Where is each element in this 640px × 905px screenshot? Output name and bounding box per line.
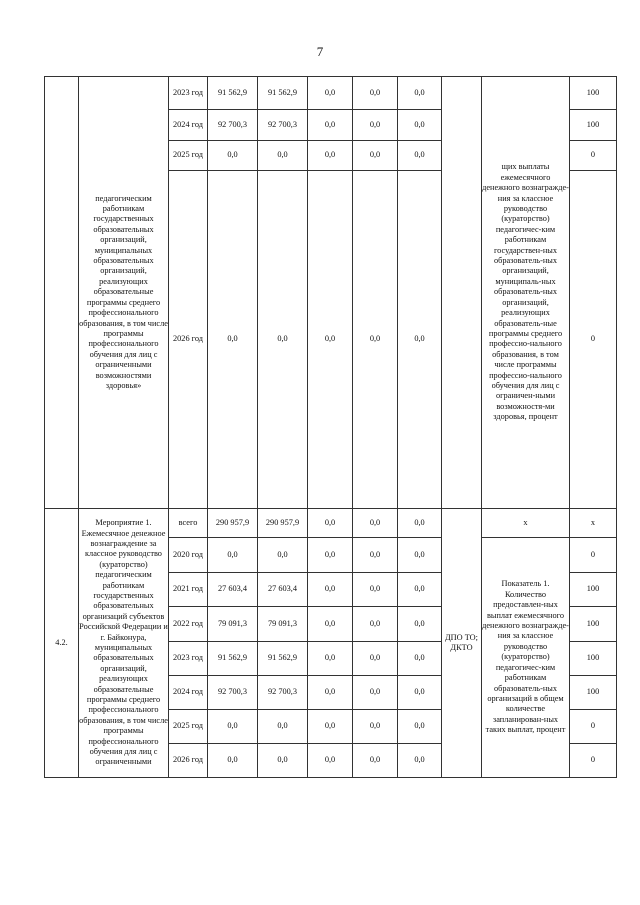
budget-cell: 0,0	[353, 171, 398, 509]
federal-cell: 92 700,3	[258, 676, 308, 710]
indicator-value: 100	[570, 642, 617, 676]
total-cell: 290 957,9	[208, 509, 258, 538]
budget-cell: 0,0	[398, 509, 442, 538]
budget-cell: 0,0	[308, 110, 353, 141]
indicator-value: 0	[570, 171, 617, 509]
total-cell: 91 562,9	[208, 642, 258, 676]
year-cell: 2023 год	[169, 77, 208, 110]
year-cell: 2024 год	[169, 110, 208, 141]
year-cell: 2025 год	[169, 141, 208, 171]
number-cell	[45, 77, 79, 509]
budget-cell: 0,0	[398, 171, 442, 509]
budget-cell: 0,0	[353, 110, 398, 141]
total-cell: 0,0	[208, 744, 258, 778]
budget-cell: 0,0	[353, 509, 398, 538]
federal-cell: 0,0	[258, 710, 308, 744]
year-cell: 2021 год	[169, 573, 208, 607]
total-cell: 0,0	[208, 710, 258, 744]
executor-cell: ДПО ТО; ДКТО	[442, 509, 482, 778]
federal-cell: 27 603,4	[258, 573, 308, 607]
budget-cell: 0,0	[353, 77, 398, 110]
total-cell: 27 603,4	[208, 573, 258, 607]
budget-cell: 0,0	[353, 676, 398, 710]
budget-cell: 0,0	[308, 607, 353, 642]
budget-cell: 0,0	[398, 676, 442, 710]
budget-cell: 0,0	[353, 538, 398, 573]
budget-cell: 0,0	[398, 573, 442, 607]
budget-cell: 0,0	[308, 171, 353, 509]
budget-cell: 0,0	[308, 509, 353, 538]
total-cell: 0,0	[208, 141, 258, 171]
budget-cell: 0,0	[398, 110, 442, 141]
indicator-value: 0	[570, 710, 617, 744]
budget-cell: 0,0	[308, 538, 353, 573]
indicator-value: 0	[570, 744, 617, 778]
federal-cell: 79 091,3	[258, 607, 308, 642]
budget-cell: 0,0	[308, 77, 353, 110]
indicator-value: 100	[570, 676, 617, 710]
page-number: 7	[316, 44, 324, 59]
indicator-value: 100	[570, 607, 617, 642]
indicator-value: 0	[570, 141, 617, 171]
table-row	[45, 509, 617, 538]
indicator-description: Показатель 1. Количество предоставлен-ных выплат ежемесячного денежного вознагражде-ния за классное руководство (кураторство) педагогичес-ким работникам образователь-ных организаций в общем количестве запланирован-ных таких выплат, процент	[482, 538, 570, 778]
budget-cell: 0,0	[353, 642, 398, 676]
indicator-value: 100	[570, 110, 617, 141]
total-cell: 91 562,9	[208, 77, 258, 110]
budget-cell: 0,0	[353, 607, 398, 642]
budget-cell: 0,0	[308, 744, 353, 778]
activity-description: Мероприятие 1. Ежемесячное денежное вознаграждение за классное руководство (кураторство) педагогическим работникам государственных образовательных организаций субъектов Российской Федерации и г. Байконура, муниципальных образовательных организаций, реализующих образовательные программы среднего профессионального образования, в том числе программы профессионального обучения для лиц с ограниченными	[79, 509, 169, 778]
budget-cell: 0,0	[308, 573, 353, 607]
federal-cell: 0,0	[258, 171, 308, 509]
year-cell: 2026 год	[169, 744, 208, 778]
budget-cell: 0,0	[398, 744, 442, 778]
activity-description: педагогическим работникам государственных образовательных организаций, муниципальных образовательных организаций, реализующих образовательные программы среднего профессионального образования, в том числе программы профессионального обучения для лиц с ограниченными возможностями здоровья»	[79, 77, 169, 509]
budget-cell: 0,0	[308, 710, 353, 744]
budget-table	[44, 76, 617, 778]
budget-cell: 0,0	[398, 710, 442, 744]
number-cell: 4.2.	[45, 509, 79, 778]
indicator-value: 100	[570, 77, 617, 110]
indicator-total: х	[482, 509, 570, 538]
year-cell: 2022 год	[169, 607, 208, 642]
federal-cell: 0,0	[258, 141, 308, 171]
federal-cell: 92 700,3	[258, 110, 308, 141]
total-cell: 0,0	[208, 171, 258, 509]
budget-cell: 0,0	[353, 710, 398, 744]
indicator-description: щих выплаты ежемесячного денежного вознагражде-ния за классное руководство (кураторство) педагогичес-ким работникам государствен-ных образователь-ных организаций, муниципаль-ных образователь-ных организаций, реализующих образователь-ные программы среднего профессио-нального образования, в том числе программы профессио-нального обучения для лиц с ограничен-ными возможностя-ми здоровья, процент	[482, 77, 570, 509]
indicator-value: х	[570, 509, 617, 538]
year-cell: 2023 год	[169, 642, 208, 676]
executor-cell	[442, 77, 482, 509]
budget-cell: 0,0	[398, 141, 442, 171]
budget-cell: 0,0	[353, 744, 398, 778]
indicator-value: 100	[570, 573, 617, 607]
indicator-value: 0	[570, 538, 617, 573]
budget-cell: 0,0	[308, 676, 353, 710]
federal-cell: 91 562,9	[258, 77, 308, 110]
year-cell: 2020 год	[169, 538, 208, 573]
budget-cell: 0,0	[398, 642, 442, 676]
federal-cell: 290 957,9	[258, 509, 308, 538]
table-row	[45, 77, 617, 110]
budget-cell: 0,0	[398, 607, 442, 642]
budget-cell: 0,0	[353, 573, 398, 607]
federal-cell: 91 562,9	[258, 642, 308, 676]
federal-cell: 0,0	[258, 538, 308, 573]
year-cell: всего	[169, 509, 208, 538]
budget-cell: 0,0	[398, 77, 442, 110]
year-cell: 2026 год	[169, 171, 208, 509]
total-cell: 92 700,3	[208, 676, 258, 710]
year-cell: 2025 год	[169, 710, 208, 744]
federal-cell: 0,0	[258, 744, 308, 778]
total-cell: 0,0	[208, 538, 258, 573]
total-cell: 79 091,3	[208, 607, 258, 642]
budget-cell: 0,0	[398, 538, 442, 573]
budget-cell: 0,0	[308, 642, 353, 676]
budget-cell: 0,0	[308, 141, 353, 171]
year-cell: 2024 год	[169, 676, 208, 710]
budget-cell: 0,0	[353, 141, 398, 171]
total-cell: 92 700,3	[208, 110, 258, 141]
